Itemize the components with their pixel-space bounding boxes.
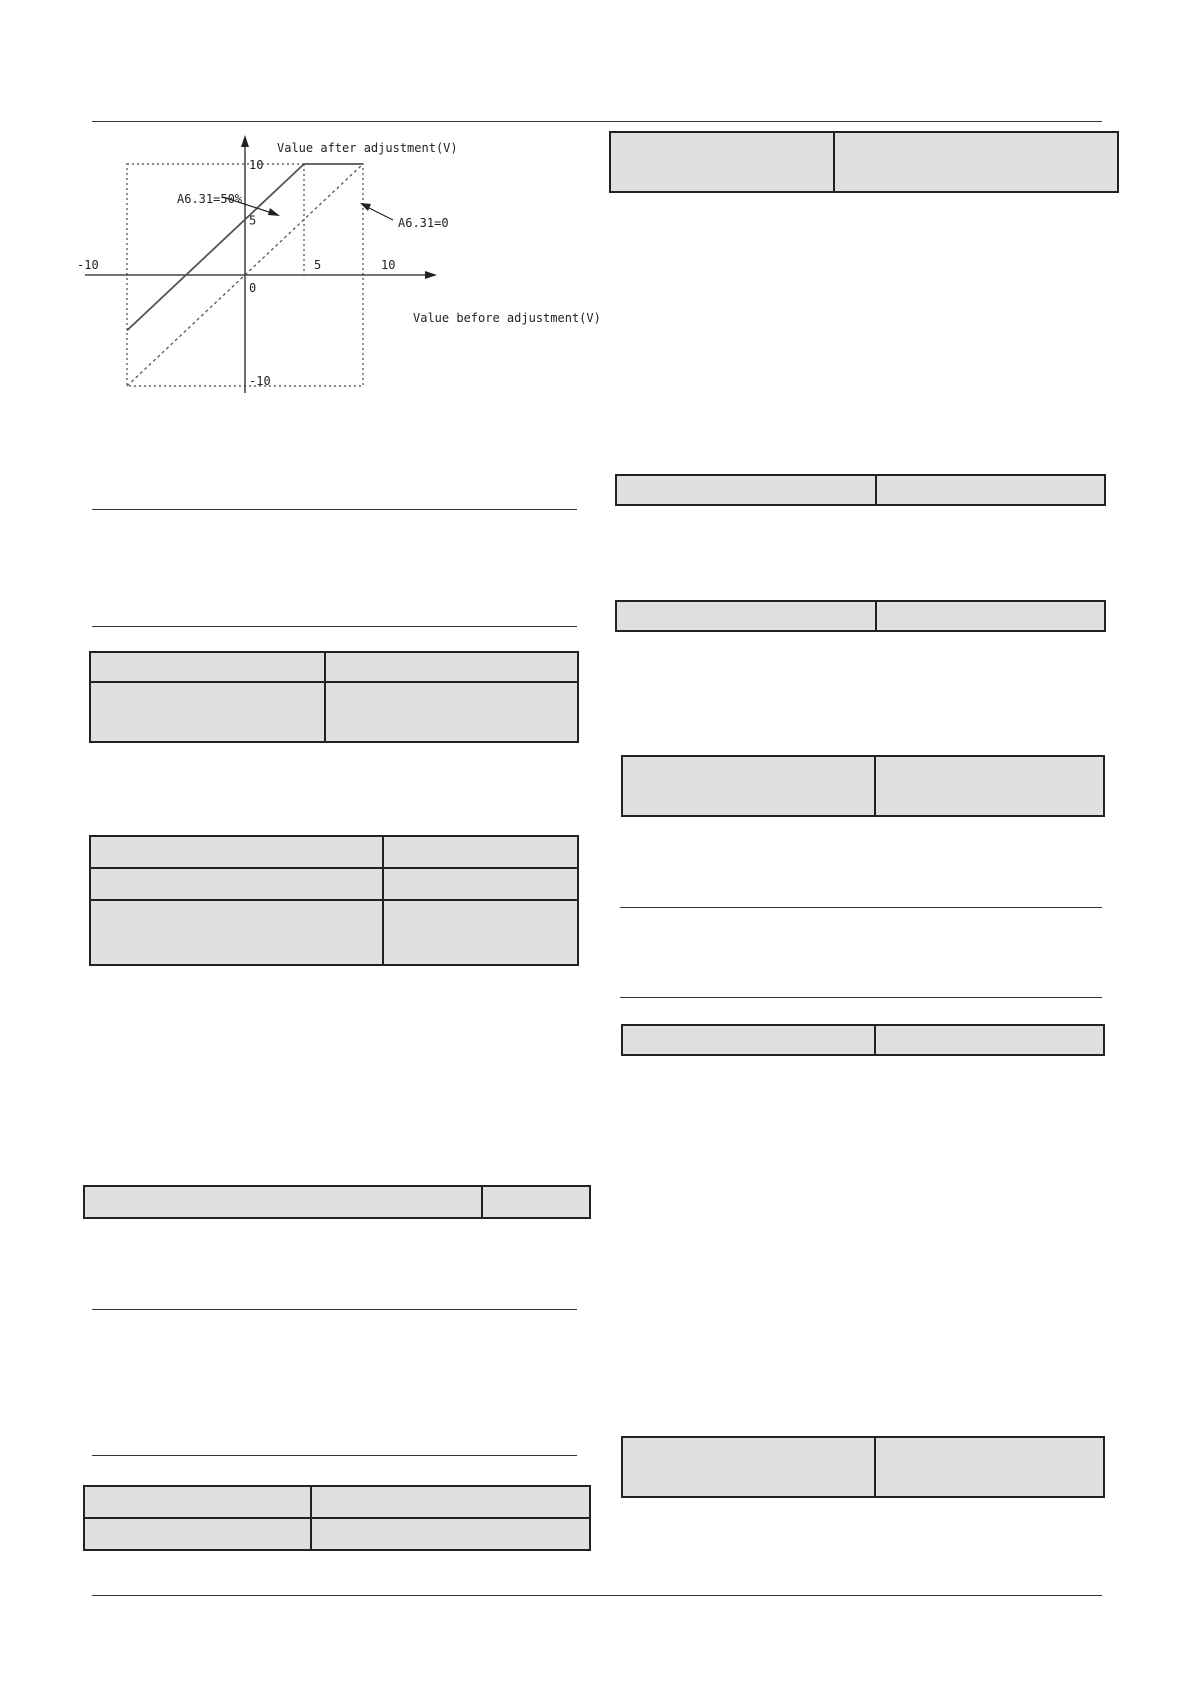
- table-cell: [383, 868, 578, 900]
- table-cell: [325, 652, 578, 682]
- header-rule: [92, 121, 1102, 122]
- table-cell: [84, 1518, 311, 1550]
- parameter-table: [89, 835, 579, 966]
- parameter-table: [621, 755, 1105, 817]
- section-rule: [92, 626, 577, 627]
- table-cell: [90, 682, 325, 742]
- table-cell: [875, 756, 1104, 816]
- x-tick-label-0: -10: [77, 258, 99, 272]
- parameter-table: [615, 474, 1106, 506]
- table-cell: [311, 1518, 590, 1550]
- table-cell: [383, 900, 578, 965]
- table-cell: [90, 900, 383, 965]
- x-tick-label-1: 5: [314, 258, 322, 272]
- table-cell: [482, 1186, 590, 1218]
- parameter-table: [89, 651, 579, 743]
- table-cell: [383, 836, 578, 868]
- table-cell: [325, 682, 578, 742]
- y-tick-label-2: 0: [249, 281, 257, 295]
- adjustment-chart: [77, 135, 605, 435]
- parameter-table: [615, 600, 1106, 632]
- table-cell: [610, 132, 834, 192]
- y-tick-label-0: 10: [249, 158, 264, 172]
- section-rule: [92, 509, 577, 510]
- y-axis-arrow: [241, 135, 249, 147]
- footer-rule: [92, 1595, 1102, 1596]
- series-label-1: A6.31=0: [398, 216, 449, 230]
- x-tick-label-2: 10: [381, 258, 396, 272]
- table-cell: [622, 1025, 875, 1055]
- table-cell: [616, 475, 876, 505]
- x-axis-arrow: [425, 271, 437, 279]
- table-cell: [90, 652, 325, 682]
- y-axis-label: Value after adjustment(V): [277, 141, 458, 155]
- parameter-table: [621, 1436, 1105, 1498]
- section-rule: [620, 997, 1102, 998]
- series-label-0: A6.31=50%: [177, 192, 243, 206]
- parameter-table: [83, 1485, 591, 1551]
- y-tick-label-3: -10: [249, 374, 271, 388]
- section-rule: [92, 1309, 577, 1310]
- table-cell: [875, 1025, 1104, 1055]
- table-cell: [84, 1186, 482, 1218]
- section-rule: [92, 1455, 577, 1456]
- table-cell: [875, 1437, 1104, 1497]
- parameter-table: [83, 1185, 591, 1219]
- parameter-table: [621, 1024, 1105, 1056]
- table-cell: [622, 1437, 875, 1497]
- table-cell: [84, 1486, 311, 1518]
- table-cell: [834, 132, 1118, 192]
- x-axis-label: Value before adjustment(V): [413, 311, 601, 325]
- series-label-0-arrowhead: [268, 208, 280, 216]
- table-cell: [876, 475, 1105, 505]
- section-rule: [620, 907, 1102, 908]
- table-cell: [311, 1486, 590, 1518]
- series-label-1-arrowhead: [360, 203, 371, 211]
- y-tick-label-1: 5: [249, 213, 257, 228]
- table-cell: [622, 756, 875, 816]
- table-cell: [616, 601, 876, 631]
- table-cell: [90, 868, 383, 900]
- parameter-table: [609, 131, 1119, 193]
- table-cell: [876, 601, 1105, 631]
- table-cell: [90, 836, 383, 868]
